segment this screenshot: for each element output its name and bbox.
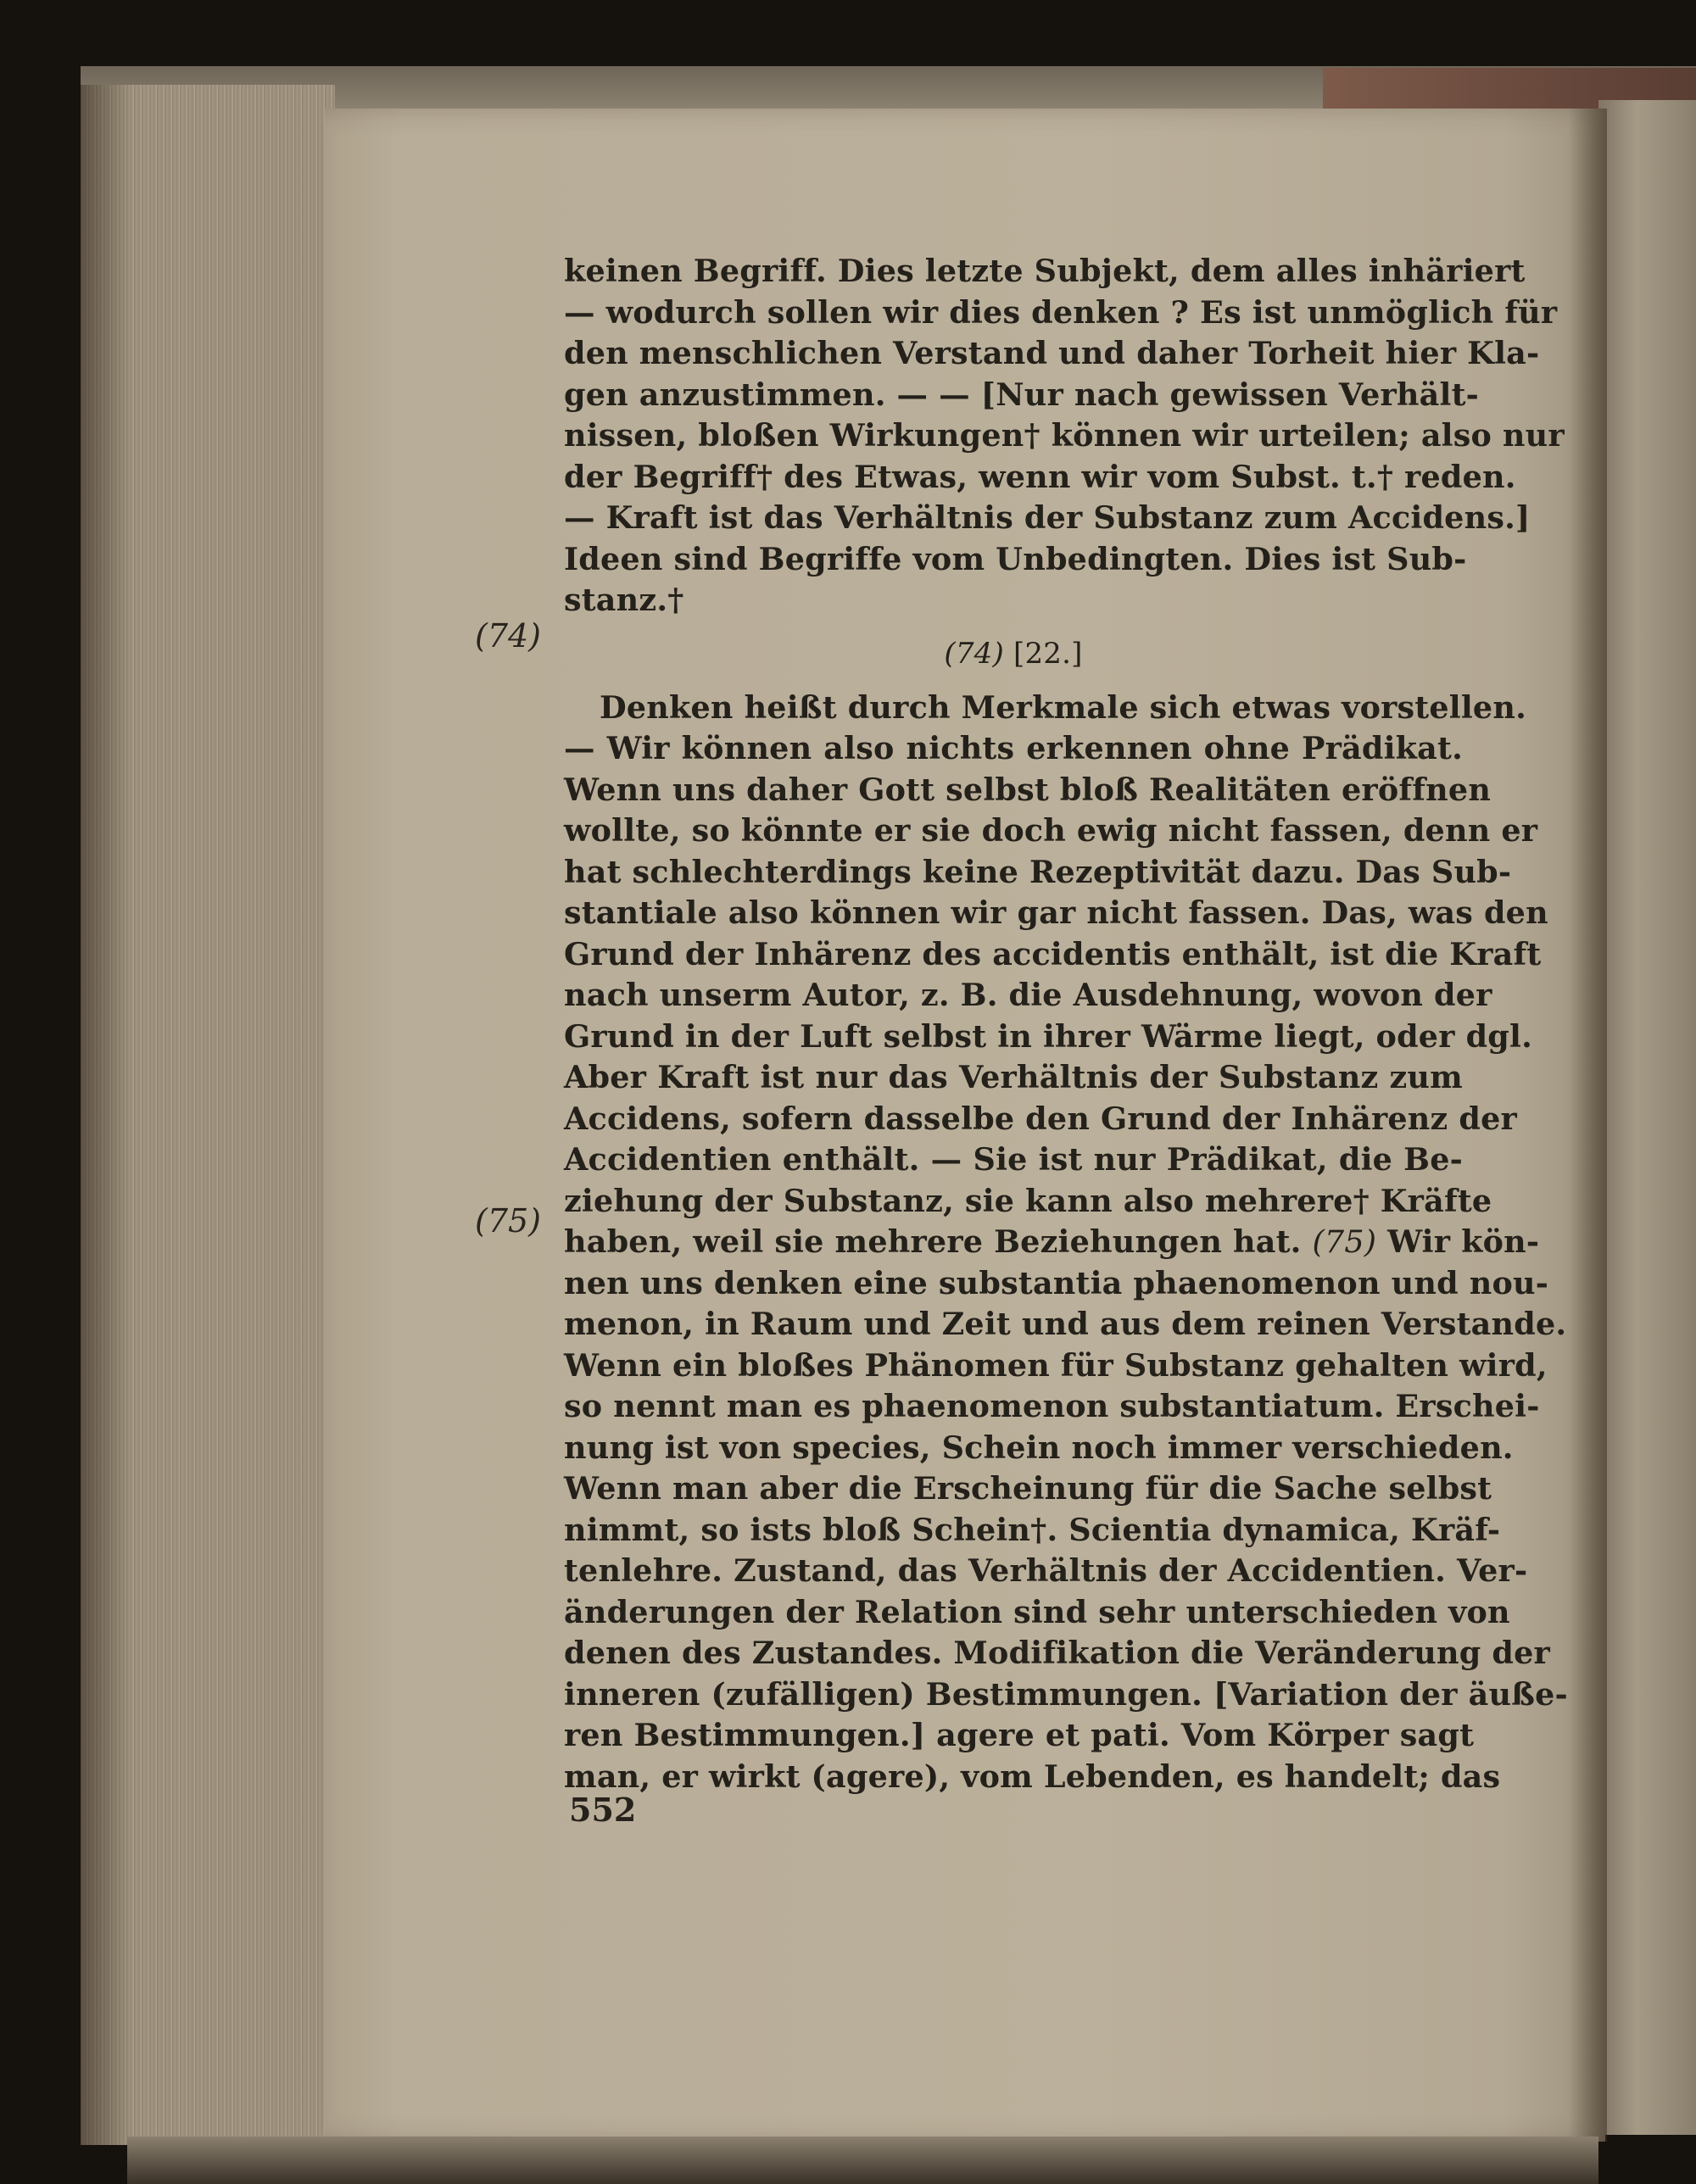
- paragraph-before-heading: [564, 251, 1565, 621]
- section-reference: [22.]: [1013, 636, 1083, 671]
- text-line: hat schlechterdings keine Rezeptivität dazu. Das Sub-: [564, 853, 1512, 890]
- paragraph-main: [564, 688, 1548, 1223]
- text-line: keinen Begriff. Dies letzte Subjekt, dem alles inhäriert: [564, 253, 1526, 289]
- text-line: der Begriff† des Etwas, wenn wir vom Subst. t.† reden.: [564, 458, 1516, 495]
- text-line-75-end: Wir kön-: [1387, 1223, 1540, 1260]
- margin-note-74: (74): [475, 617, 542, 655]
- text-line: gen anzustimmen. — — [Nur nach gewissen Verhält-: [564, 376, 1479, 413]
- text-line: stanz.†: [564, 582, 684, 618]
- text-line: Wenn uns daher Gott selbst bloß Realitäten eröffnen: [564, 771, 1492, 808]
- text-line: — Kraft ist das Verhältnis der Substanz zum Accidens.]: [564, 499, 1531, 536]
- section-number: (74): [944, 636, 1004, 671]
- text-line: Grund in der Luft selbst in ihrer Wärme liegt, oder dgl.: [564, 1017, 1532, 1055]
- text-line: ren Bestimmungen.] agere et pati. Vom Körper sagt: [564, 1717, 1475, 1753]
- text-line: wollte, so könnte er sie doch ewig nicht fassen, denn er: [564, 812, 1538, 849]
- text-line: Accidentien enthält. — Sie ist nur Prädikat, die Be-: [564, 1141, 1463, 1178]
- text-line: nissen, bloßen Wirkungen† können wir urteilen; also nur: [564, 417, 1565, 454]
- text-line: Wenn man aber die Erscheinung für die Sache selbst: [564, 1470, 1492, 1507]
- book-bottom-edge: [127, 2137, 1598, 2184]
- text-line-75: [564, 1222, 1540, 1263]
- text-line-75-start: haben, weil sie mehrere Beziehungen hat.: [564, 1223, 1302, 1260]
- text-line: nach unserm Autor, z. B. die Ausdehnung, wovon der: [564, 977, 1492, 1013]
- text-line: — wodurch sollen wir dies denken ? Es ist unmöglich für: [564, 293, 1558, 331]
- section-heading: [564, 621, 1463, 688]
- facing-page-edge: [1598, 100, 1696, 2135]
- text-line: änderungen der Relation sind sehr unterschieden von: [564, 1593, 1510, 1630]
- page-number: 552: [569, 1791, 637, 1829]
- text-line: Accidens, sofern dasselbe den Grund der Inhärenz der: [564, 1100, 1517, 1137]
- text-line: denen des Zustandes. Modifikation die Veränderung der: [564, 1635, 1550, 1671]
- margin-note-75: (75): [475, 1202, 542, 1240]
- text-line: menon, in Raum und Zeit und aus dem reinen Verstande.: [564, 1306, 1567, 1342]
- text-line: ziehung der Substanz, sie kann also mehrere† Kräfte: [564, 1182, 1492, 1219]
- text-line: Aber Kraft ist nur das Verhältnis der Substanz zum: [564, 1059, 1463, 1095]
- text-line: so nennt man es phaenomenon substantiatum. Erschei-: [564, 1388, 1540, 1424]
- page-gutter-shadow: [1569, 109, 1607, 2142]
- text-line: — Wir können also nichts erkennen ohne Prädikat.: [564, 730, 1463, 766]
- inline-section-marker: (75): [1312, 1223, 1377, 1260]
- text-line: Ideen sind Begriffe vom Unbedingten. Dies ist Sub-: [564, 540, 1467, 577]
- page-stack-shadow: [81, 85, 131, 2145]
- text-line: den menschlichen Verstand und daher Torheit hier Kla-: [564, 335, 1540, 371]
- text-line: nung ist von species, Schein noch immer verschieden.: [564, 1429, 1514, 1466]
- text-line: stantiale also können wir gar nicht fassen. Das, was den: [564, 894, 1548, 931]
- text-line: man, er wirkt (agere), vom Lebenden, es handelt; das: [564, 1758, 1501, 1795]
- page-text: [564, 251, 1568, 1797]
- paragraph-continued: [564, 1263, 1568, 1798]
- text-line: inneren (zufälligen) Bestimmungen. [Variation der äuße-: [564, 1675, 1568, 1713]
- text-line: tenlehre. Zustand, das Verhältnis der Accidentien. Ver-: [564, 1552, 1528, 1589]
- text-line: nen uns denken eine substantia phaenomenon und nou-: [564, 1264, 1549, 1301]
- text-line: nimmt, so ists bloß Schein†. Scientia dynamica, Kräf-: [564, 1511, 1501, 1548]
- text-line: Wenn ein bloßes Phänomen für Substanz gehalten wird,: [564, 1346, 1548, 1384]
- text-line: Grund der Inhärenz des accidentis enthält, ist die Kraft: [564, 935, 1542, 972]
- text-line: Denken heißt durch Merkmale sich etwas vorstellen.: [600, 688, 1526, 726]
